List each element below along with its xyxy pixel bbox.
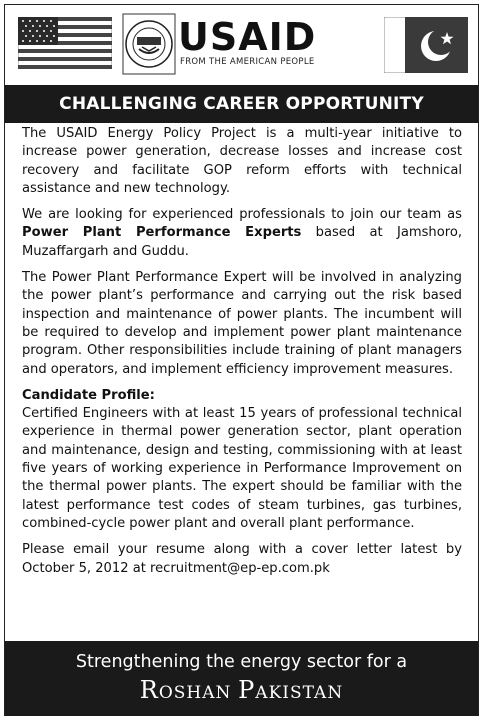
footer-banner <box>5 641 478 716</box>
usaid-wordmark: USAID <box>178 15 317 59</box>
pakistan-flag-icon <box>384 17 468 73</box>
candidate-profile-paragraph: Certified Engineers with at least 15 years of professional technical experience in thermal power generation sector, plant operation and maintenance, design and testing, commissioning with at least five years of working experience in Performance Improvement on the thermal power plants. The expert should be familiar with the latest performance test codes of steam turbines, gas turbines, combined-cycle power plant and overall plant performance. <box>22 406 462 531</box>
usaid-logo <box>122 13 317 75</box>
role-title: Power Plant Performance Experts <box>22 225 302 241</box>
candidate-profile-heading: Candidate Profile: <box>22 387 155 403</box>
ad-body <box>22 125 462 586</box>
us-flag-icon <box>18 17 112 69</box>
footer-tagline: Strengthening the energy sector for a <box>75 652 408 672</box>
title-banner <box>5 85 478 123</box>
seeking-text-post: based at Jamshoro, Muzaffargarh and Guddu. <box>22 225 462 259</box>
header <box>5 5 478 85</box>
seeking-text-pre: We are looking for experienced professionals to join our team as <box>22 207 462 223</box>
page-title: CHALLENGING CAREER OPPORTUNITY <box>59 94 424 114</box>
intro-paragraph: The USAID Energy Policy Project is a multi-year initiative to increase power generation, decrease losses and increase cost recovery and facilitate GOP reform efforts with technical assistance and new technology. <box>22 126 462 196</box>
apply-paragraph: Please email your resume along with a cover letter latest by October 5, 2012 at recruitment@ep-ep.com.pk <box>22 542 462 576</box>
job-advertisement <box>4 4 479 716</box>
seeking-paragraph <box>22 206 462 261</box>
slogan-word-pakistan: Pakistan <box>238 676 344 704</box>
usaid-tagline: FROM THE AMERICAN PEOPLE <box>180 57 315 67</box>
slogan-word-roshan: Roshan <box>139 676 232 704</box>
footer-slogan <box>5 673 478 710</box>
role-description-paragraph: The Power Plant Performance Expert will be involved in analyzing the power plant’s performance and carrying out the risk based inspection and maintenance of power plants. The incumbent will be required to develop and implement power plant maintenance program. Other responsibilities include training of plant managers and operators, and implement efficiency improvement measures. <box>22 270 462 377</box>
usaid-seal-icon <box>122 13 176 75</box>
